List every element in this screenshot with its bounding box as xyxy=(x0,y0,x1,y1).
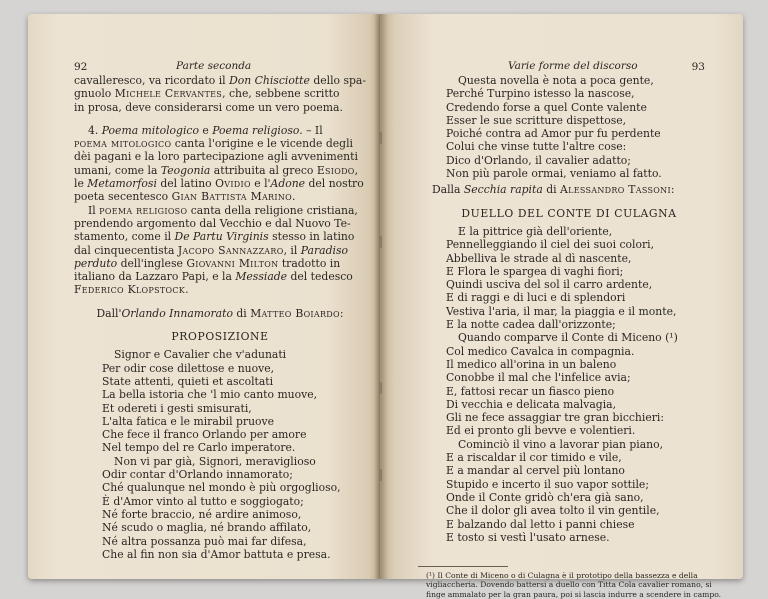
text-run: in prosa, deve considerarsi come un vero poema. xyxy=(74,100,343,114)
text-run: Dalla xyxy=(432,183,464,197)
text-run: Matteo Boiardo xyxy=(250,306,340,320)
verse-line: Ché qualunque nel mondo è più orgoglioso, xyxy=(102,481,341,495)
left-page-text xyxy=(74,74,366,561)
text-run: Giovanni Milton xyxy=(186,256,279,270)
text-run: Poema religioso. xyxy=(212,123,303,137)
verse-line: È d'Amor vinto al tutto e soggiogato; xyxy=(102,494,304,508)
text-run: 4. xyxy=(88,123,102,137)
verse-line: E, fattosi recar un fiasco pieno xyxy=(446,384,615,398)
text-run: stamento, come il xyxy=(74,230,175,244)
verse-line: Non più parole ormai, veniamo al fatto. xyxy=(446,167,662,181)
verse-line: E a riscaldar il cor timido e vile, xyxy=(446,451,622,465)
text-line xyxy=(74,101,366,114)
text-line xyxy=(74,257,366,270)
text-run: . xyxy=(185,283,189,297)
text-run: , che, sebbene scritto xyxy=(222,87,340,101)
text-run: stesso in latino xyxy=(268,230,355,244)
text-line xyxy=(74,164,366,177)
verse-line: Esser le sue scritture dispettose, xyxy=(446,113,627,127)
source-line-boiardo xyxy=(74,307,366,320)
text-run: cavalleresco, va ricordato il xyxy=(74,74,230,87)
text-run: di xyxy=(232,306,251,320)
right-running-head: Varie forme del discorso xyxy=(508,60,638,72)
verse-line: Che il dolor gli avea tolto il vin gentile, xyxy=(446,504,660,518)
text-run: Esiodo xyxy=(316,163,355,177)
text-run: Ovidio xyxy=(215,177,251,191)
verse-line: Vestiva l'aria, il mar, la piaggia e il monte, xyxy=(446,304,677,318)
text-run: e l' xyxy=(250,177,271,191)
verse-line: Poiché contra ad Amor pur fu perdente xyxy=(446,127,661,141)
binding-stitch xyxy=(379,236,382,248)
text-run: del tedesco xyxy=(287,270,353,284)
text-run: perduto xyxy=(74,256,118,270)
verse-line: Né scudo o maglia, né brando affilato, xyxy=(102,521,312,535)
verse-line: Per odir cose dilettose e nuove, xyxy=(102,361,275,375)
binding-stitch xyxy=(379,132,382,144)
text-line xyxy=(74,74,366,87)
text-line xyxy=(74,177,366,190)
text-run: Michele Cervantes xyxy=(114,87,223,101)
verse-line: Stupido e incerto il suo vapor sottile; xyxy=(446,477,649,491)
text-run: De Partu Virginis xyxy=(174,230,269,244)
text-line xyxy=(74,87,366,100)
verse-line: Dico d'Orlando, il cavalier adatto; xyxy=(446,153,631,167)
text-run: italiano da Lazzaro Papi, e la xyxy=(74,270,236,284)
text-run: di xyxy=(542,183,561,197)
binding-stitch xyxy=(379,469,382,481)
text-line xyxy=(74,190,366,203)
text-run: Dall' xyxy=(96,306,122,320)
verse-line: E di raggi e di luci e di splendori xyxy=(446,291,626,305)
verse-line: Né forte braccio, né ardire animoso, xyxy=(102,507,302,521)
right-page-text xyxy=(418,74,720,599)
left-running-head: Parte seconda xyxy=(176,60,252,72)
text-line xyxy=(74,204,366,217)
poem-heading-proposizione: PROPOSIZIONE xyxy=(171,330,269,344)
verse-line: Nel tempo del re Carlo imperatore. xyxy=(102,441,296,455)
verse-line: Questa novella è nota a poca gente, xyxy=(458,74,654,87)
paragraph-poema-mitologico xyxy=(74,124,366,204)
text-line xyxy=(74,244,366,257)
text-run: Paradiso xyxy=(300,243,348,257)
text-run: poema religioso xyxy=(99,203,188,217)
verse-line: Et odereti i gesti smisurati, xyxy=(102,401,252,415)
verse-line: Quindi usciva del sol il carro ardente, xyxy=(446,278,653,292)
text-run: Orlando Innamorato xyxy=(121,306,233,320)
verse-line: L'alta fatica e le mirabil pruove xyxy=(102,414,275,428)
text-run: – Il xyxy=(302,123,323,137)
text-run: Metamorfosi xyxy=(87,177,157,191)
poem-verses-proposizione xyxy=(74,348,366,561)
verse-line: Che fece il franco Orlando per amore xyxy=(102,428,307,442)
verse-line: Quando comparve il Conte di Miceno (¹) xyxy=(458,331,678,345)
poem-heading-duello: DUELLO DEL CONTE DI CULAGNA xyxy=(461,206,677,220)
text-run: Federico Klopstock xyxy=(74,283,186,297)
verse-line: E balzando dal letto i panni chiese xyxy=(446,517,635,531)
text-run: poeta secentesco xyxy=(74,190,172,204)
verse-line: Né altra possanza può mai far difesa, xyxy=(102,534,307,548)
text-run: gnuolo xyxy=(74,87,115,101)
text-run: Secchia rapita xyxy=(463,183,543,197)
verse-line: E a mandar al cervel più lontano xyxy=(446,464,625,478)
verse-line: Ed ei pronto gli bevve e volentieri. xyxy=(446,424,636,438)
right-page xyxy=(380,14,743,599)
text-line xyxy=(74,307,366,320)
book-gutter xyxy=(374,14,388,579)
text-run: Jacopo Sannazzaro xyxy=(177,243,284,257)
text-line xyxy=(74,217,366,230)
verse-line: Cominciò il vino a lavorar pian piano, xyxy=(458,437,664,451)
verse-line: Conobbe il mal che l'infelice avia; xyxy=(446,371,631,385)
open-book xyxy=(28,14,743,599)
verse-line: Credendo forse a quel Conte valente xyxy=(446,100,647,114)
verse-line: Che al fin non sia d'Amor battuta e presa. xyxy=(102,547,331,561)
verse-line: E tosto si vestì l'usato arnese. xyxy=(446,530,610,544)
poem-verses-orlando-continued xyxy=(418,74,720,180)
verse-line: Signor e Cavalier che v'adunati xyxy=(114,348,287,362)
verse-line: Onde il Conte gridò ch'era già sano, xyxy=(446,490,644,504)
text-run: del nostro xyxy=(305,177,364,191)
text-run: le xyxy=(74,177,88,191)
text-run: dell'inglese xyxy=(117,256,187,270)
footnote-line: finge ammalato per la gran paura, poi si lascia indurre a scendere in campo. xyxy=(426,589,722,599)
text-run: Don Chisciotte xyxy=(229,74,310,87)
text-run: : xyxy=(339,306,344,320)
right-page-number: 93 xyxy=(691,61,705,73)
text-run: del latino xyxy=(156,177,216,191)
verse-line: E la notte cadea dall'orizzonte; xyxy=(446,318,616,332)
text-run: prendendo argomento dal Vecchio e dal Nuovo Te- xyxy=(74,216,351,230)
text-run: attribuita al greco xyxy=(210,163,317,177)
text-run: poema mitologico xyxy=(74,137,172,151)
footnote-rule xyxy=(418,566,508,567)
text-run: Adone xyxy=(270,177,306,191)
paragraph-cervantes xyxy=(74,74,366,114)
left-page xyxy=(28,14,380,579)
text-run: , xyxy=(354,163,359,177)
verse-line: Il medico all'orina in un baleno xyxy=(446,357,617,371)
text-run: Alessandro Tassoni xyxy=(560,183,671,197)
text-run: tradotto in xyxy=(278,256,341,270)
text-line xyxy=(74,270,366,283)
text-run: e xyxy=(198,123,213,137)
text-run: canta l'origine e le vicende degli xyxy=(171,137,353,151)
text-run: Il xyxy=(88,203,100,217)
text-run: canta della religione cristiana, xyxy=(187,203,358,217)
text-run: . xyxy=(292,190,296,204)
text-line xyxy=(74,150,366,163)
footnote xyxy=(418,571,720,599)
text-line xyxy=(74,283,366,296)
text-run: Messiade xyxy=(235,270,288,284)
verse-line: La bella istoria che 'l mio canto muove, xyxy=(102,388,318,402)
footnote-line: (¹) Il Conte di Miceno o di Culagna è il prototipo della bassezza e della xyxy=(426,571,698,581)
verse-line: Pennelleggiando il ciel dei suoi colori, xyxy=(446,238,654,252)
source-line-tassoni xyxy=(418,183,720,196)
text-run: umani, come la xyxy=(74,163,161,177)
left-page-number: 92 xyxy=(74,61,88,73)
binding-stitch xyxy=(379,382,382,394)
verse-line: E la pittrice già dell'oriente, xyxy=(458,224,613,238)
text-run: : xyxy=(670,183,675,197)
text-line xyxy=(74,230,366,243)
text-run: dal cinquecentista xyxy=(74,243,178,257)
text-line xyxy=(74,137,366,150)
verse-line: Odir contar d'Orlando innamorato; xyxy=(102,468,293,482)
verse-line: Abbelliva le strade al dì nascente, xyxy=(446,251,632,265)
poem-verses-duello xyxy=(418,225,720,544)
verse-line: Non vi par già, Signori, meraviglioso xyxy=(114,454,316,468)
footnote-line: vigliaccheria. Dovendo battersi a duello con Titta Cola cavalier romano, si xyxy=(426,580,712,590)
verse-line: Gli ne fece assaggiar tre gran bicchieri: xyxy=(446,411,664,425)
verse-line: Colui che vinse tutte l'altre cose: xyxy=(446,140,627,154)
verse-line: State attenti, quieti et ascoltati xyxy=(102,374,274,388)
verse-line: Col medico Cavalca in compagnia. xyxy=(446,344,635,358)
text-run: , il xyxy=(283,243,301,257)
verse-line: Di vecchia e delicata malvagia, xyxy=(446,397,617,411)
verse-line: Perché Turpino istesso la nascose, xyxy=(446,87,635,101)
text-run: dello spa- xyxy=(309,74,367,87)
text-run: Gian Battista Marino xyxy=(171,190,292,204)
verse-line: E Flora le spargea di vaghi fiori; xyxy=(446,264,624,278)
text-run: Teogonia xyxy=(160,163,211,177)
text-line xyxy=(432,183,720,196)
paragraph-poema-religioso xyxy=(74,204,366,297)
text-run: dèi pagani e la loro partecipazione agli avvenimenti xyxy=(74,150,358,164)
text-line xyxy=(74,124,366,137)
text-run: Poema mitologico xyxy=(101,123,199,137)
